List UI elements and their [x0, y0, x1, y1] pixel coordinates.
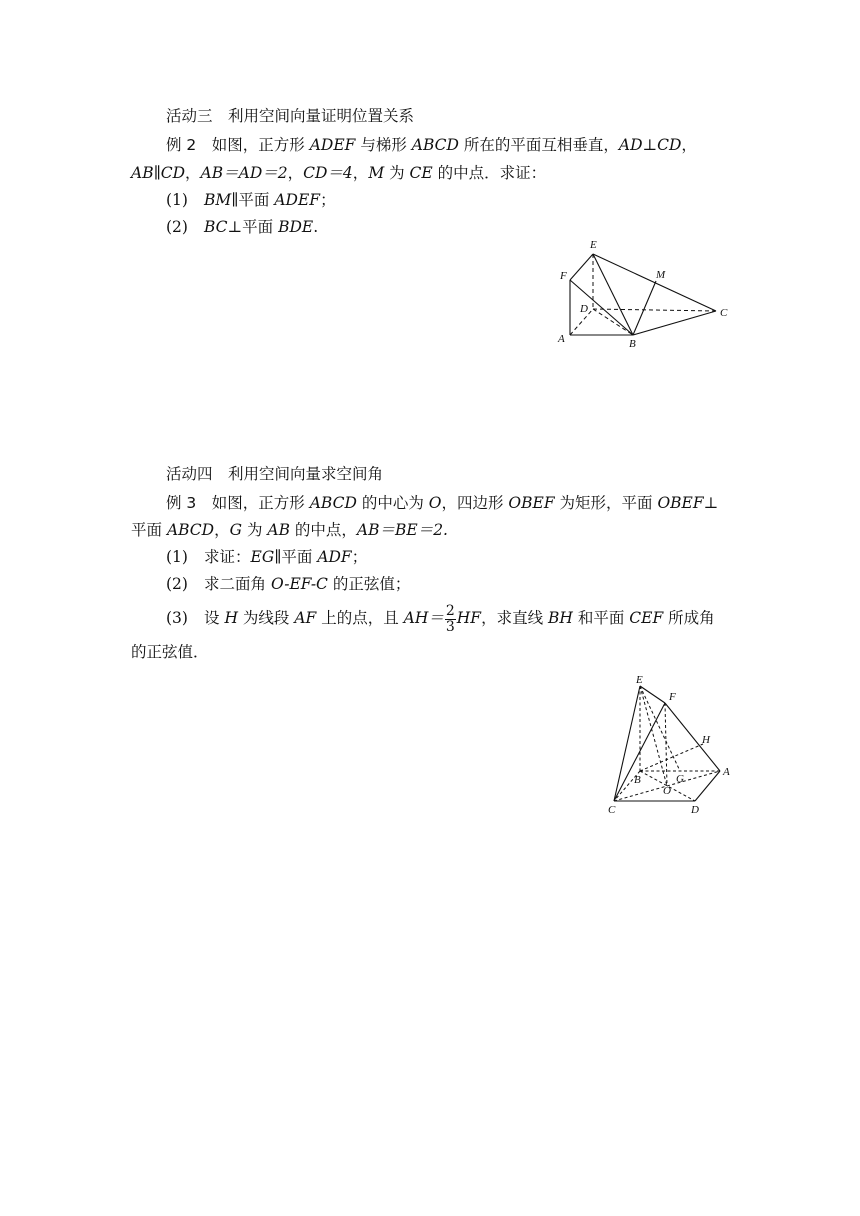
label-C: C [608, 804, 616, 816]
example2-line2: AB∥CD，AB＝AD＝2，CD＝4，M 为 CE 的中点．求证： [131, 164, 547, 182]
example3-question1: (1) 求证：EG∥平面 ADF； [166, 548, 368, 566]
label-B: B [634, 774, 641, 786]
label-D: D [691, 804, 699, 816]
label-E: E [636, 674, 643, 686]
label-H: H [702, 734, 710, 746]
example3-question2: (2) 求二面角 O-EF-C 的正弦值； [166, 575, 411, 593]
example3-question3: (3) 设 H 为线段 AF 上的点，且 AH＝ $\frac{2}{3}$ HF，求直线 BH 和平面 CEF 所成角 [166, 602, 715, 635]
edge-EB [593, 254, 633, 335]
edge-BC [633, 311, 716, 335]
edge-BM [633, 281, 656, 335]
label-M: M [656, 269, 666, 281]
label-G: G [676, 773, 684, 785]
label-O: O [663, 785, 671, 797]
label-C: C [720, 307, 728, 319]
example3-label: 例 3 [166, 494, 197, 512]
example2-label: 例 2 [166, 136, 197, 154]
label-E: E [590, 239, 597, 251]
edge-FO-hidden [665, 703, 667, 786]
edge-FE [570, 254, 593, 280]
label-A: A [558, 333, 565, 345]
edge-DA [695, 771, 720, 801]
example2-line1: 例 2 如图，正方形 ADEF 与梯形 ABCD 所在的平面互相垂直，AD⊥CD， [166, 136, 697, 154]
label-F: F [560, 270, 567, 282]
label-B: B [629, 338, 636, 350]
label-F: F [669, 691, 676, 703]
example3-line1: 例 3 如图，正方形 ABCD 的中心为 O，四边形 OBEF 为矩形，平面 OBEF⊥ [166, 494, 719, 512]
label-A: A [723, 766, 730, 778]
example3-question3-cont: 的正弦值． [131, 643, 209, 661]
example3-line2: 平面 ABCD，G 为 AB 的中点，AB＝BE＝2. [131, 521, 448, 539]
edge-BH-hidden [640, 744, 703, 771]
edge-FA [665, 703, 720, 771]
example3-figure [600, 670, 740, 820]
example2-question2: (2) BC⊥平面 BDE. [166, 218, 319, 236]
activity3-title: 活动三 利用空间向量证明位置关系 [166, 107, 415, 125]
edge-EC [593, 254, 716, 311]
edge-EF [640, 686, 665, 703]
fraction-two-thirds: $\frac{2}{3}$ [445, 602, 455, 635]
example2-figure [548, 232, 738, 352]
label-D: D [580, 303, 588, 315]
edge-DC-hidden [593, 309, 716, 311]
example2-question1: (1) BM∥平面 ADEF； [166, 191, 336, 209]
activity4-title: 活动四 利用空间向量求空间角 [166, 465, 384, 483]
